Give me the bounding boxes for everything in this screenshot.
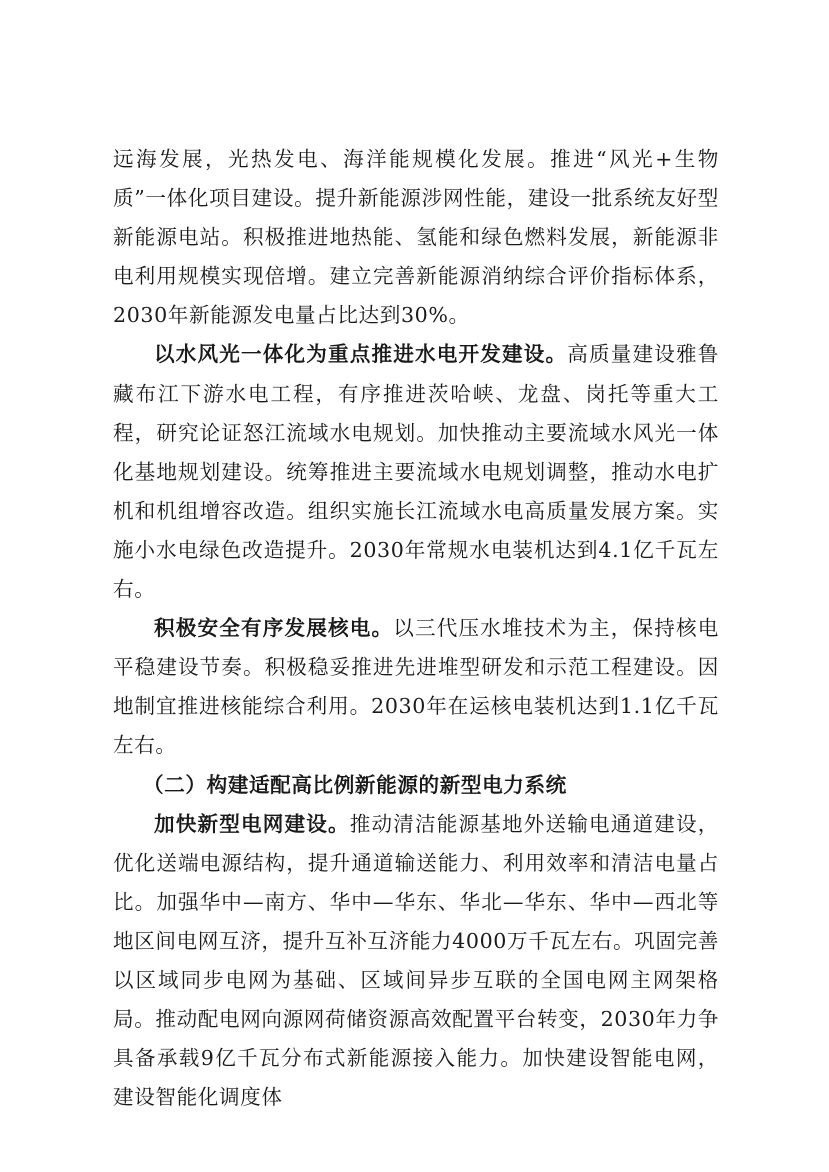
paragraph-hydropower bbox=[113, 335, 719, 609]
paragraph-lead-nuclear: 积极安全有序发展核电。 bbox=[154, 616, 394, 641]
paragraph-grid bbox=[113, 805, 719, 1118]
paragraph-lead-hydropower: 以水风光一体化为重点推进水电开发建设。 bbox=[154, 342, 568, 367]
section-heading bbox=[113, 766, 719, 805]
section-heading-text: （二）构建适配高比例新能源的新型电力系统 bbox=[143, 772, 567, 797]
document-body bbox=[113, 140, 719, 1117]
paragraph-new-energy bbox=[113, 140, 719, 335]
paragraph-lead-grid: 加快新型电网建设。 bbox=[154, 811, 350, 836]
paragraph-text: 以三代压水堆技术为主，保持核电平稳建设节奏。积极稳妥推进先进堆型研发和示范工程建设。因地制宜推进核能综合利用。2030年在运核电装机达到1.1亿千瓦左右。 bbox=[113, 616, 719, 758]
paragraph-text: 高质量建设雅鲁藏布江下游水电工程，有序推进茨哈峡、龙盘、岗托等重大工程，研究论证怒江流域水电规划。加快推动主要流域水风光一体化基地规划建设。统筹推进主要流域水电规划调整，推动水电扩机和机组增容改造。组织实施长江流域水电高质量发展方案。实施小水电绿色改造提升。2030年常规水电装机达到4.1亿千瓦左右。 bbox=[113, 342, 720, 602]
paragraph-text: 推动清洁能源基地外送输电通道建设，优化送端电源结构，提升通道输送能力、利用效率和清洁电量占比。加强华中—南方、华中—华东、华北—华东、华中—西北等地区间电网互济，提升互补互济能力4000万千瓦左右。巩固完善以区域同步电网为基础、区域间异步互联的全国电网主网架格局。推动配电网向源网荷储资源高效配置平台转变，2030年力争具备承载9亿千瓦分布式新能源接入能力。加快建设智能电网，建设智能化调度体 bbox=[113, 811, 720, 1110]
paragraph-text: 远海发展，光热发电、海洋能规模化发展。推进“风光+生物质”一体化项目建设。提升新能源涉网性能，建设一批系统友好型新能源电站。积极推进地热能、氢能和绿色燃料发展，新能源非电利用规模实现倍增。建立完善新能源消纳综合评价指标体系，2030年新能源发电量占比达到30%。 bbox=[113, 147, 719, 328]
paragraph-nuclear bbox=[113, 609, 719, 765]
